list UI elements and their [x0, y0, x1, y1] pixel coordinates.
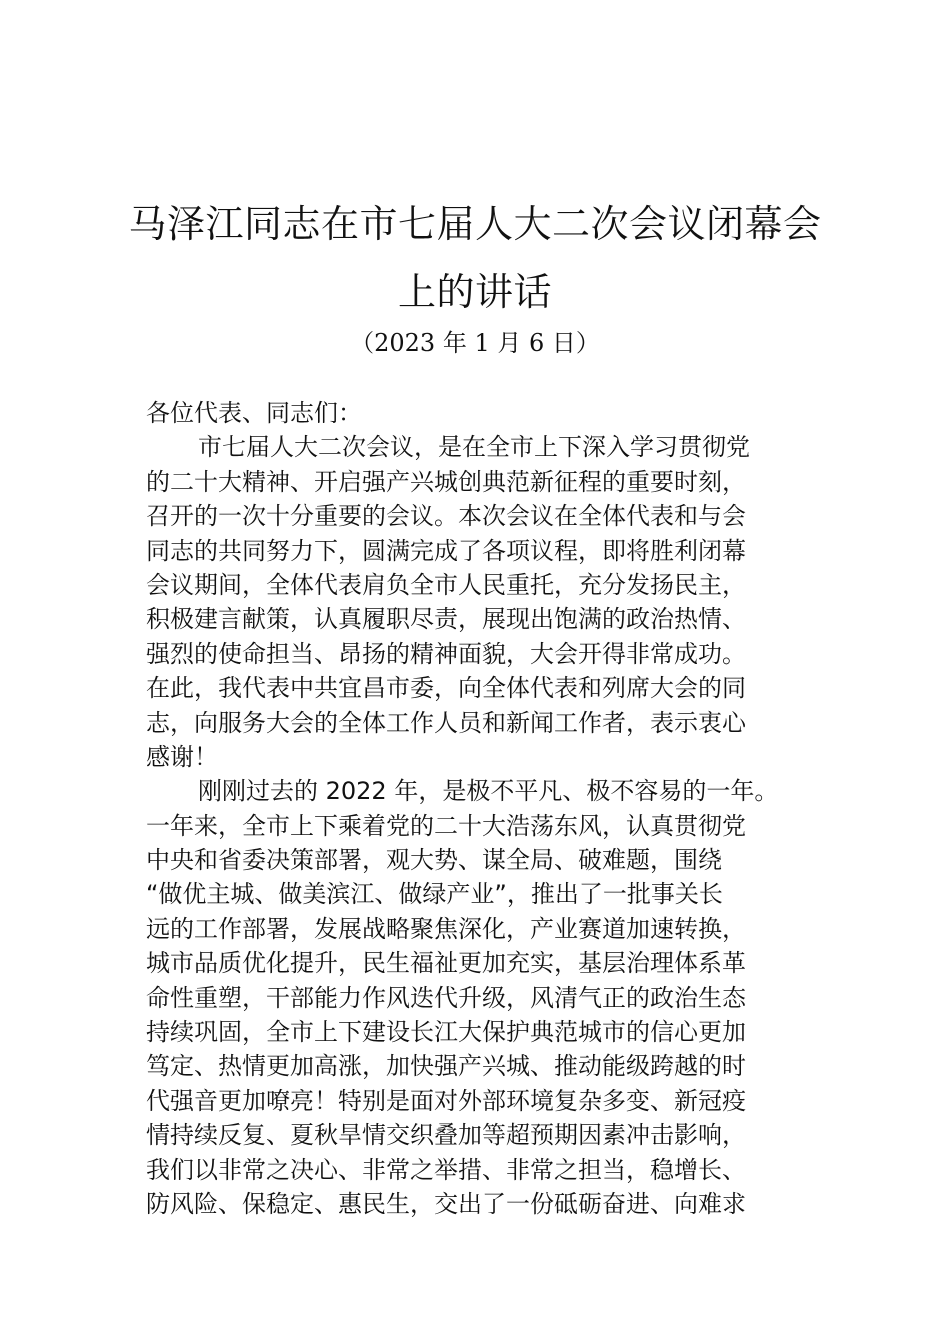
body-line: 市七届人大二次会议，是在全市上下深入学习贯彻党 [198, 433, 750, 462]
body-line: 强烈的使命担当、昂扬的精神面貌，大会开得非常成功。 [146, 639, 746, 668]
body-line: 的二十大精神、开启强产兴城创典范新征程的重要时刻， [146, 467, 746, 496]
body-line: 城市品质优化提升，民生福祉更加充实，基层治理体系革 [146, 949, 746, 978]
body-line: “做优主城、做美滨江、做绿产业”，推出了一批事关长 [146, 880, 723, 909]
body-line: 在此，我代表中共宜昌市委，向全体代表和列席大会的同 [146, 674, 746, 703]
body-line: 笃定、热情更加高涨，加快强产兴城、推动能级跨越的时 [146, 1052, 746, 1081]
body-line: 刚刚过去的 2022 年，是极不平凡、极不容易的一年。 [198, 777, 779, 806]
body-line: 代强音更加嘹亮！特别是面对外部环境复杂多变、新冠疫 [146, 1086, 746, 1115]
body-line: 各位代表、同志们： [146, 399, 362, 427]
body-line: 积极建言献策，认真履职尽责，展现出饱满的政治热情、 [146, 605, 746, 634]
body-line: 我们以非常之决心、非常之举措、非常之担当，稳增长、 [146, 1155, 746, 1184]
body-line: 远的工作部署，发展战略聚焦深化，产业赛道加速转换， [146, 914, 746, 943]
body-line: 持续巩固，全市上下建设长江大保护典范城市的信心更加 [146, 1018, 746, 1047]
body-line: 志，向服务大会的全体工作人员和新闻工作者，表示衷心 [146, 708, 746, 737]
body-line: 中央和省委决策部署，观大势、谋全局、破难题，围绕 [146, 846, 722, 875]
document-title-line-2: 上的讲话 [397, 270, 552, 314]
body-line: 同志的共同努力下，圆满完成了各项议程，即将胜利闭幕 [146, 536, 746, 565]
body-line: 命性重塑，干部能力作风迭代升级，风清气正的政治生态 [146, 983, 746, 1012]
body-line: 防风险、保稳定、惠民生，交出了一份砥砺奋进、向难求 [146, 1189, 746, 1218]
body-line: 召开的一次十分重要的会议。本次会议在全体代表和与会 [146, 502, 746, 531]
body-line: 会议期间，全体代表肩负全市人民重托，充分发扬民主， [146, 570, 746, 599]
body-line: 情持续反复、夏秋旱情交织叠加等超预期因素冲击影响， [146, 1121, 746, 1150]
document-title-line-1: 马泽江同志在市七届人大二次会议闭幕会 [128, 202, 822, 246]
body-line: 一年来，全市上下乘着党的二十大浩荡东风，认真贯彻党 [146, 811, 746, 840]
speech-body [146, 396, 808, 1221]
speech-date: （2023 年 1 月 6 日） [350, 329, 600, 357]
body-line: 感谢！ [146, 742, 218, 771]
